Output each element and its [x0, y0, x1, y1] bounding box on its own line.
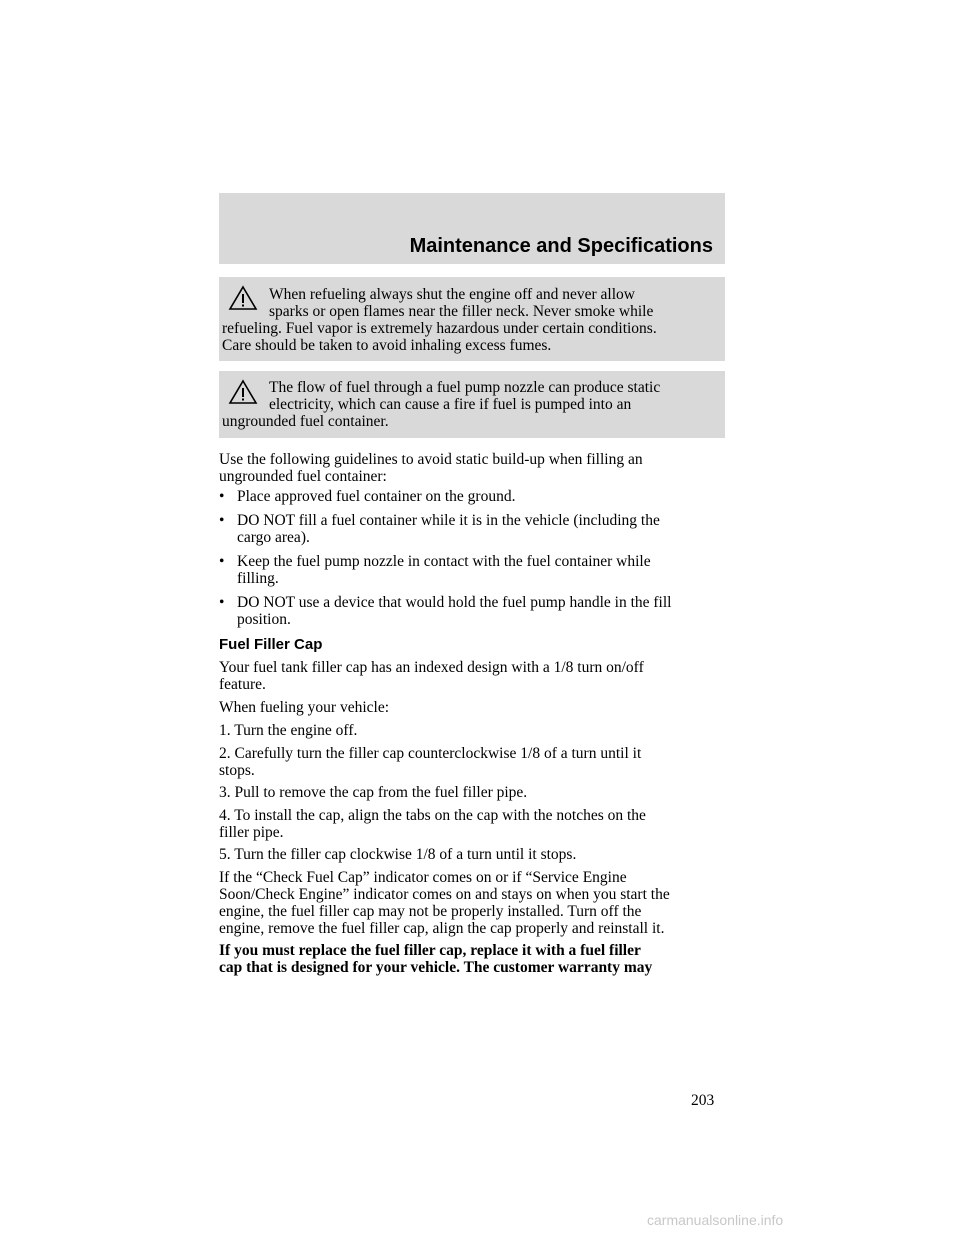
list-item-text: filling. — [237, 570, 279, 587]
list-item-text: Keep the fuel pump nozzle in contact with the fuel container while — [237, 553, 651, 570]
warning-text-line: sparks or open flames near the filler neck. Never smoke while — [269, 303, 654, 320]
warning-text-line: Care should be taken to avoid inhaling excess fumes. — [222, 337, 552, 354]
warning-triangle-icon — [228, 285, 258, 311]
step-item — [219, 846, 729, 863]
step-line: stops. — [219, 762, 255, 779]
step-item — [219, 807, 729, 841]
bullet-icon: • — [219, 488, 225, 505]
paragraph-line: Your fuel tank filler cap has an indexed design with a 1/8 turn on/off — [219, 659, 644, 676]
list-item-text: position. — [237, 611, 291, 628]
warning-text-line: refueling. Fuel vapor is extremely hazardous under certain conditions. — [222, 320, 657, 337]
intro-paragraph — [219, 451, 729, 485]
warning-box — [219, 371, 725, 438]
bullet-icon: • — [219, 512, 225, 529]
step-line: 2. Carefully turn the filler cap counterclockwise 1/8 of a turn until it — [219, 745, 642, 762]
bold-paragraph — [219, 942, 729, 976]
section-header — [219, 193, 725, 264]
paragraph — [219, 659, 729, 693]
list-item-text: Place approved fuel container on the ground. — [237, 488, 516, 505]
warning-text-line: ungrounded fuel container. — [222, 413, 389, 430]
paragraph-line: If you must replace the fuel filler cap, replace it with a fuel filler — [219, 942, 641, 959]
intro-line: Use the following guidelines to avoid static build-up when filling an — [219, 451, 643, 468]
section-title: Maintenance and Specifications — [409, 235, 713, 257]
step-line: 5. Turn the filler cap clockwise 1/8 of a turn until it stops. — [219, 846, 577, 863]
step-line: filler pipe. — [219, 824, 284, 841]
list-item-text: cargo area). — [237, 529, 310, 546]
intro-line: ungrounded fuel container: — [219, 468, 387, 485]
paragraph-line: feature. — [219, 676, 266, 693]
bullet-icon: • — [219, 594, 225, 611]
step-item — [219, 784, 729, 801]
step-item — [219, 722, 729, 739]
watermark: carmanualsonline.info — [647, 1212, 784, 1228]
step-line: 3. Pull to remove the cap from the fuel filler pipe. — [219, 784, 528, 801]
paragraph-line: engine, remove the fuel filler cap, align the cap properly and reinstall it. — [219, 920, 665, 937]
paragraph-line: If the “Check Fuel Cap” indicator comes on or if “Service Engine — [219, 869, 627, 886]
page-number: 203 — [691, 1092, 715, 1109]
warning-triangle-icon — [228, 379, 258, 405]
paragraph-line: engine, the fuel filler cap may not be properly installed. Turn off the — [219, 903, 642, 920]
warning-box — [219, 277, 725, 361]
bullet-icon: • — [219, 553, 225, 570]
section-heading: Fuel Filler Cap — [219, 636, 323, 653]
paragraph-line: Soon/Check Engine” indicator comes on and stays on when you start the — [219, 886, 670, 903]
step-item — [219, 745, 729, 779]
warning-text-line: The flow of fuel through a fuel pump nozzle can produce static — [269, 379, 661, 396]
step-line: 4. To install the cap, align the tabs on the cap with the notches on the — [219, 807, 646, 824]
paragraph — [219, 699, 729, 716]
step-line: 1. Turn the engine off. — [219, 722, 358, 739]
paragraph-line: cap that is designed for your vehicle. The customer warranty may — [219, 959, 653, 976]
paragraph — [219, 869, 729, 937]
list-item-text: DO NOT use a device that would hold the fuel pump handle in the fill — [237, 594, 672, 611]
paragraph-line: When fueling your vehicle: — [219, 699, 390, 716]
warning-text-line: electricity, which can cause a fire if fuel is pumped into an — [269, 396, 632, 413]
warning-text-line: When refueling always shut the engine off and never allow — [269, 286, 635, 303]
list-item-text: DO NOT fill a fuel container while it is in the vehicle (including the — [237, 512, 660, 529]
